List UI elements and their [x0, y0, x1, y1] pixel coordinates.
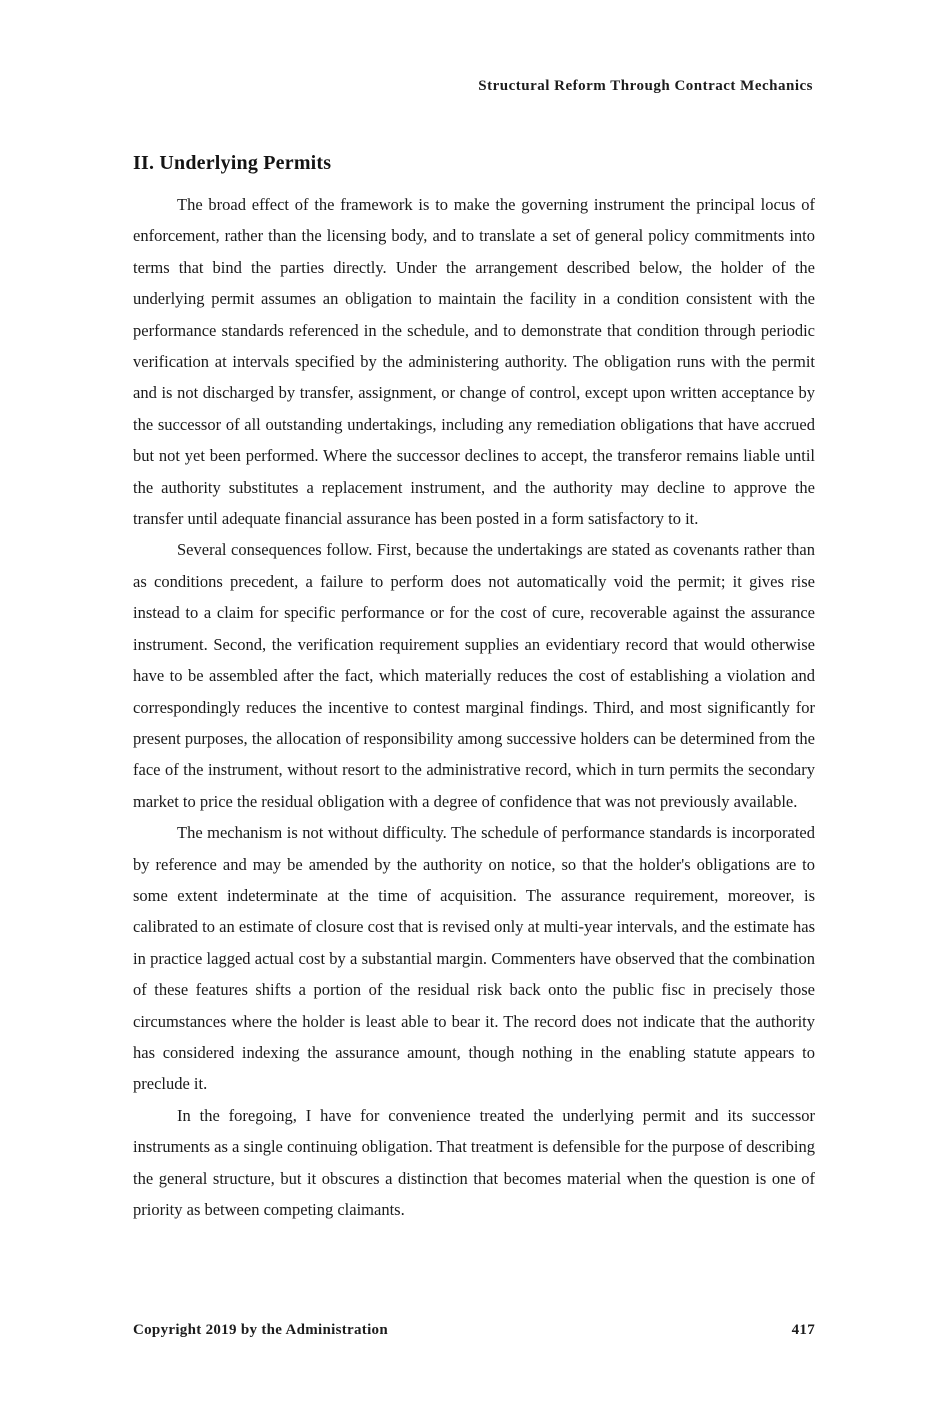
running-head: Structural Reform Through Contract Mechanics [478, 78, 813, 94]
section-heading: II. Underlying Permits [133, 152, 332, 174]
paragraph-text: The mechanism is not without difficulty. The schedule of performance standards is incorporated by reference and may be amended by the authority on notice, so that the holder's obligations are to some extent indeterminate at the time of acquisition. The assurance requirement, moreover, is calibrated to an estimate of closure cost that is revised only at multi-year intervals, and the estimate has in practice lagged actual cost by a substantial margin. Commenters have observed that the combination of these features shifts a portion of the residual risk back onto the public fisc in precisely those circumstances where the holder is least able to bear it. The record does not indicate that the authority has considered indexing the assurance amount, though nothing in the enabling statute appears to preclude it. [133, 823, 815, 1094]
page-footer [133, 1322, 815, 1339]
paragraph: In the foregoing, I have for convenience treated the underlying permit and its successor instruments as a single continuing obligation. That treatment is defensible for the purpose of describing the general structure, but it obscures a distinction that becomes material when the question is one of priority as between competing claimants. [133, 1105, 816, 1219]
page-number: 417 [791, 1322, 815, 1338]
page-content [133, 152, 815, 1225]
paragraph: Several consequences follow. First, because the undertakings are stated as covenants rather than as conditions precedent, a failure to perform does not automatically void the permit; it gives rise instead to a claim for specific performance or for the cost of cure, recoverable against the assurance instrument. Second, the verification requirement supplies an evidentiary record that would otherwise have to be assembled after the fact, which materially reduces the cost of establishing a violation and correspondingly reduces the incentive to contest marginal findings. Third, and most significantly for present purposes, the allocation of responsibility among successive holders can be determined from the face of the instrument, without resort to the administrative record, which in turn permits the secondary market to price the residual obligation with a degree of confidence that was not previously available. [133, 540, 815, 811]
paragraph-with-redaction [133, 817, 815, 1100]
paragraph: The broad effect of the framework is to make the governing instrument the principal locus of enforcement, rather than the licensing body, and to translate a set of general policy commitments into terms that bind the parties directly. Under the arrangement described below, the holder of the underlying permit assumes an obligation to maintain the facility in a condition consistent with the performance standards referenced in the schedule, and to demonstrate that condition through periodic verification at intervals specified by the administering authority. The obligation runs with the permit and is not discharged by transfer, assignment, or change of control, except upon written acceptance by the successor of all outstanding undertakings, including any remediation obligations that have accrued but not yet been performed. Where the successor declines to accept, the transferor remains liable until the authority substitutes a replacement instrument, and the authority may decline to approve the transfer until adequate financial assurance has been posted in a form satisfactory to it. [133, 195, 815, 529]
body-text [133, 189, 815, 1225]
footer-copyright-note: Copyright 2019 by the Administration [133, 1322, 388, 1338]
